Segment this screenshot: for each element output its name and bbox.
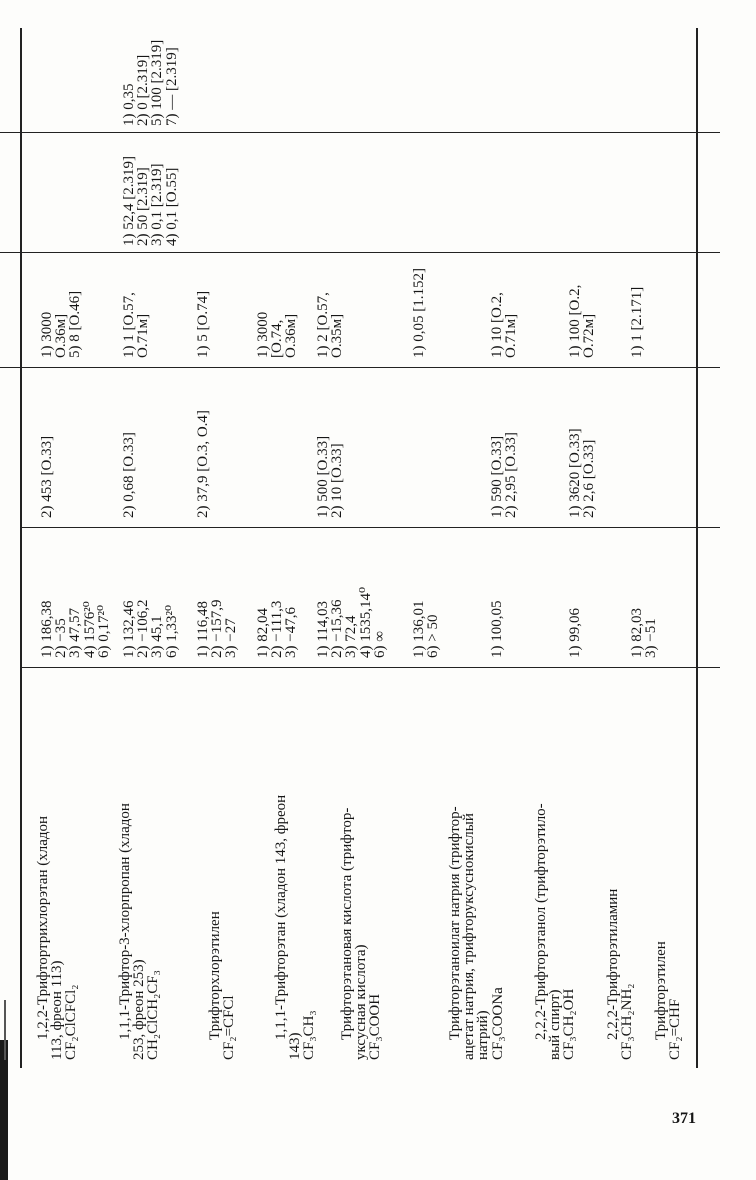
prop-value: 4) 1576²⁰	[81, 601, 98, 658]
row-col4	[40, 291, 83, 358]
row-col3	[40, 436, 54, 518]
row-props	[316, 587, 387, 658]
compound-name-cont: натрий)	[475, 1010, 492, 1060]
compound-name: 2,2,2-Трифторэтиламин	[605, 888, 621, 1040]
table-row-name	[208, 670, 236, 1060]
page-binding-edge	[0, 1040, 8, 1180]
compound-name-cont: 143)	[287, 1032, 304, 1060]
prop-value: 3) 72,4	[343, 615, 360, 658]
cell-value: 1) 2 [О.57,	[315, 292, 331, 358]
row-col3	[196, 410, 210, 518]
prop-value: 1) 186,38	[39, 600, 55, 658]
cell-value: 2) 2,95 [О.33]	[503, 432, 520, 518]
cell-value: 1) 52,4 [2.319]	[121, 156, 137, 246]
compound-name: Трифторхлорэтилен	[207, 911, 223, 1040]
cell-value: 1) 10 [О.2,	[489, 292, 505, 358]
prop-value: 1) 114,03	[315, 601, 331, 658]
cell-value: О.36м]	[283, 313, 300, 358]
row-col3	[490, 432, 518, 518]
prop-value: 6) 0,17²⁰	[95, 604, 112, 658]
row-props	[196, 600, 239, 658]
column-divider	[20, 527, 720, 528]
compound-formula: CF₃COONa	[489, 987, 506, 1060]
cell-value: 7) — [2.319]	[163, 47, 180, 126]
column-divider	[0, 367, 720, 368]
compound-name-cont: 253, фреон 253)	[131, 959, 148, 1060]
cell-value: 2) 10 [О.33]	[329, 443, 346, 518]
compound-formula: CF₂=CHF	[667, 998, 684, 1060]
cell-value: О.71м]	[503, 313, 520, 358]
cell-value: 1) 5 [О.74]	[195, 290, 211, 358]
compound-name-cont: ацетат натрия, трифторуксуснокислый	[461, 813, 478, 1060]
row-col3	[122, 432, 136, 518]
prop-value: 6) > 50	[425, 614, 442, 658]
prop-value: 6) 1,33²⁰	[163, 604, 180, 658]
row-props	[490, 601, 504, 659]
compound-name: Трифторэтановая кислота (трифтор-	[339, 807, 355, 1040]
row-props	[630, 608, 658, 658]
row-props	[568, 608, 582, 658]
prop-value: 1) 136,01	[411, 600, 427, 658]
cell-value: 1) 0,35	[121, 83, 137, 126]
row-col5	[122, 156, 179, 246]
column-3	[20, 370, 696, 518]
cell-value: 1) 3000	[255, 311, 271, 358]
column-5	[20, 134, 696, 246]
compound-name-cont: вый спирт)	[547, 989, 564, 1060]
cell-value: 2) 50 [2.319]	[135, 167, 152, 246]
prop-value: 2) −111,3	[269, 600, 286, 658]
prop-value: 1) 99,06	[567, 608, 583, 658]
cell-value: 2) 453 [О.33]	[39, 435, 55, 518]
row-col4	[630, 287, 644, 358]
cell-value: 3) 0,1 [2.319]	[149, 163, 166, 246]
cell-value: 1) 100 [О.2,	[567, 284, 583, 358]
prop-value: 2) −106,2	[135, 599, 152, 658]
cell-value: 1) 500 [О.33]	[315, 435, 331, 518]
cell-value: 5) 8 [О.46]	[67, 290, 84, 358]
compound-name: 1,1,1-Трифторэтан (хладон 143, фреон	[273, 794, 289, 1040]
row-props	[412, 601, 440, 659]
row-col4	[256, 312, 299, 358]
cell-value: О.35м]	[329, 313, 346, 358]
cell-value: 2) 2,6 [О.33]	[581, 439, 598, 518]
cell-value: 2) 0 [2.319]	[135, 54, 152, 126]
cell-value: 1) 1 [О.57,	[121, 292, 137, 358]
properties-column	[20, 533, 696, 658]
compound-name: 1,1,1-Трифтор-3-хлорпропан (хладон	[117, 803, 133, 1040]
compound-formula: CF₃CH₂OH	[561, 988, 578, 1060]
cell-value: О.36м]	[53, 313, 70, 358]
column-4	[20, 254, 696, 358]
row-col4	[568, 285, 596, 358]
row-props	[122, 600, 179, 658]
table-row-name	[534, 670, 577, 1060]
prop-value: 2) −15,36	[329, 599, 346, 658]
compound-formula: CF₃CH₂NH₂	[619, 983, 636, 1060]
prop-value: 4) 1535,14⁰	[357, 586, 374, 658]
column-divider	[0, 132, 720, 133]
prop-value: 3) −51	[643, 618, 660, 658]
compound-name-cont: 113, фреон 113)	[49, 960, 66, 1060]
prop-value: 1) 116,48	[195, 601, 211, 658]
prop-value: 1) 132,46	[121, 600, 137, 658]
column-divider	[0, 252, 720, 253]
row-col6	[122, 40, 179, 126]
cell-value: 2) 0,68 [О.33]	[121, 432, 137, 518]
compound-formula: CF₃CH₃	[301, 1010, 318, 1060]
prop-value: 1) 82,04	[255, 608, 271, 658]
row-col4	[412, 268, 426, 358]
compound-name: Трифторэтаноилат натрия (трифтор-	[447, 806, 463, 1040]
cell-value: 1) 1 [2.171]	[629, 286, 645, 358]
compound-name: Трифторэтилен	[653, 941, 669, 1040]
page-number: 371	[672, 1110, 696, 1127]
prop-value: 3) 47,57	[67, 608, 84, 658]
cell-value: 1) 3620 [О.33]	[567, 428, 583, 518]
table-row-name	[274, 670, 317, 1060]
row-col4	[316, 292, 344, 358]
row-col3	[568, 428, 596, 518]
prop-value: 3) 45,1	[149, 615, 166, 658]
compound-name-cont: уксусная кислота)	[353, 944, 370, 1060]
compound-formula: CF₂ClCFCl₂	[63, 984, 80, 1060]
compound-name: 1,2,2-Трифтортрихлорэтан (хладон	[35, 815, 51, 1040]
table-row-name	[118, 670, 161, 1060]
table-row-name	[654, 670, 682, 1060]
row-col3	[316, 436, 344, 518]
cell-value: О.71м]	[135, 313, 152, 358]
cell-value: О.72м]	[581, 313, 598, 358]
column-divider	[20, 667, 720, 668]
table-row-name	[340, 670, 383, 1060]
cell-value: [О.74,	[269, 319, 286, 358]
cell-value: 1) 0,05 [1.152]	[411, 268, 427, 358]
row-props	[256, 601, 299, 658]
compound-name: 2,2,2-Трифторэтанол (трифторэтило-	[533, 803, 549, 1040]
row-col4	[490, 292, 518, 358]
prop-value: 3) −27	[223, 618, 240, 658]
prop-value: 3) −47,6	[283, 607, 300, 658]
prop-value: 6) ∞	[371, 631, 388, 658]
compound-formula: CF₂=CFCl	[221, 995, 238, 1060]
prop-value: 1) 82,03	[629, 608, 645, 658]
name-column	[28, 670, 688, 1060]
cell-value: 5) 100 [2.319]	[149, 39, 166, 126]
prop-value: 1) 100,05	[489, 600, 505, 658]
page-binding-mark	[4, 1000, 6, 1060]
cell-value: 1) 590 [О.33]	[489, 435, 505, 518]
compound-formula: CH₂ClCH₂CF₃	[145, 970, 162, 1060]
table-row-name	[606, 670, 634, 1060]
row-col4	[196, 291, 210, 358]
row-col4	[122, 292, 150, 358]
compound-formula: CF₃COOH	[367, 993, 384, 1060]
cell-value: 4) 0,1 [О.55]	[163, 167, 180, 246]
table-row-name	[36, 670, 79, 1060]
cell-value: 1) 3000	[39, 311, 55, 358]
prop-value: 2) −35	[53, 618, 70, 658]
row-props	[40, 601, 111, 659]
column-6	[20, 30, 696, 126]
prop-value: 2) −157,9	[209, 599, 226, 658]
rotated-table	[20, 28, 720, 1068]
cell-value: 2) 37,9 [О.3, О.4]	[195, 410, 211, 518]
table-bottom-rule	[696, 28, 698, 1068]
table-row-name	[448, 670, 505, 1060]
